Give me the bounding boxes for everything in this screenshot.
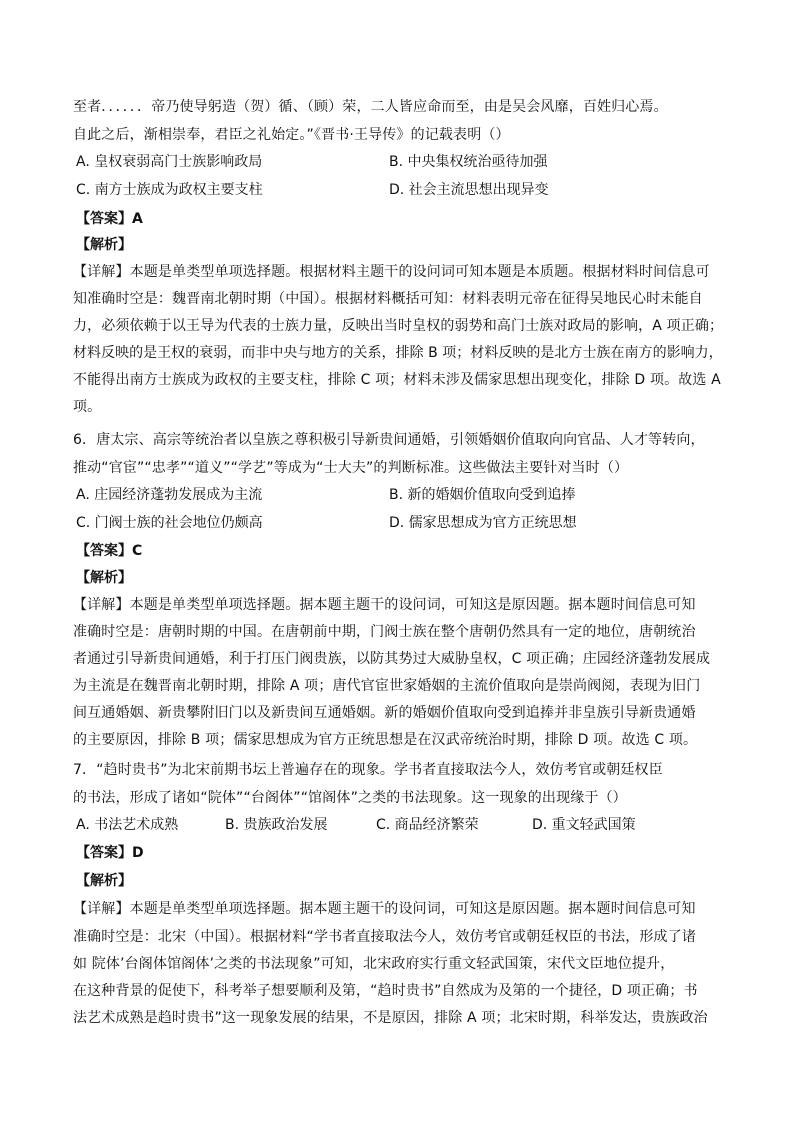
question-6-detail-line: 准确时空是：唐朝时期的中国。在唐朝前中期，门阀士族在整个唐朝仍然具有一定的地位，唐朝统治 (73, 624, 696, 640)
question-5-stem-line: 自此之后，渐相崇奉，君臣之礼始定。”《晋书·王导传》的记载表明（） (73, 127, 510, 143)
question-5-detail-line: 不能得出南方士族成为政权的主要支柱，排除 C 项；材料未涉及儒家思想出现变化，排除 D 项。故选 A (73, 372, 721, 388)
question-7-detail-line: 如 院体’台阁体馆阁体’之类的书法现象”可知，北宋政府实行重文轻武国策，宋代文臣地位提升， (73, 956, 675, 972)
question-5-answer: 【答案】A (76, 211, 143, 227)
question-5-detail-line: 项。 (73, 399, 102, 415)
question-7-option-c: C. 商品经济繁荣 (376, 817, 479, 833)
question-6-detail-line: 为主流是在魏晋南北朝时期，排除 A 项；唐代官宦世家婚姻的主流价值取向是崇尚阀阅，表现为旧门 (73, 678, 701, 694)
question-6-analysis-heading: 【解析】 (76, 570, 132, 586)
question-5-option-a: A. 皇权衰弱高门士族影响政局 (76, 154, 263, 170)
question-7-option-a: A. 书法艺术成熟 (76, 817, 179, 833)
question-7-stem-line: 的书法，形成了诸如“院体”“台阁体”“馆阁体”之类的书法现象。这一现象的出现缘于（） (73, 790, 627, 806)
question-6-detail-line: 的主要原因，排除 B 项；儒家思想成为官方正统思想是在汉武帝统治时期，排除 D 项。故选 C 项。 (73, 732, 698, 748)
question-6-option-c: C. 门阀士族的社会地位仍颇高 (76, 515, 263, 531)
question-7-detail-line: 法艺术成熟是趋时贵书”这一现象发展的结果，不是原因，排除 A 项；北宋时期，科举发达，贵族政治 (73, 1010, 708, 1026)
question-7-option-b: B. 贵族政治发展 (225, 817, 328, 833)
question-5-analysis-heading: 【解析】 (76, 237, 132, 253)
question-6-detail-line: 【详解】本题是单类型单项选择题。据本题主题干的设问词，可知这是原因题。据本题时间信息可知 (73, 597, 696, 613)
question-6-option-b: B. 新的婚姻价值取向受到追捧 (389, 487, 576, 503)
question-5-detail-line: 知准确时空是：魏晋南北朝时期（中国）。根据材料概括可知：材料表明元帝在征得吴地民心时未能自 (73, 291, 703, 307)
question-5-option-d: D. 社会主流思想出现异变 (389, 182, 549, 198)
question-5-option-c: C. 南方士族成为政权主要支柱 (76, 182, 263, 198)
question-5-detail-line: 【详解】本题是单类型单项选择题。根据材料主题干的设问词可知本题是本质题。根据材料时间信息可 (73, 264, 710, 280)
question-6-answer: 【答案】C (76, 543, 143, 559)
question-6-detail-line: 者通过引导新贵间通婚，利于打压门阀贵族，以防其势过大威胁皇权，C 项正确；庄园经济蓬勃发展成 (73, 651, 711, 667)
question-7-answer: 【答案】D (76, 845, 144, 861)
question-7-detail-line: 在这种背景的促使下，科考举子想要顺利及第，“趋时贵书”自然成为及第的一个捷径，D 项正确；书 (73, 983, 698, 999)
question-6-detail-line: 间互通婚姻、新贵攀附旧门以及新贵间互通婚姻。新的婚姻价值取向受到追捧并非皇族引导新贵通婚 (73, 705, 696, 721)
question-7-detail-line: 准确时空是：北宋（中国）。根据材料“学书者直接取法今人，效仿考官或朝廷权臣的书法，形成了诸 (73, 929, 696, 945)
question-7-option-d: D. 重文轻武国策 (532, 817, 636, 833)
question-5-detail-line: 材料反映的是王权的衰弱，而非中央与地方的关系，排除 B 项；材料反映的是北方士族在南方的影响力， (73, 345, 723, 361)
question-5-option-b: B. 中央集权统治亟待加强 (389, 154, 548, 170)
question-6-option-d: D. 儒家思想成为官方正统思想 (389, 515, 577, 531)
question-6-stem-line: 推动“官宦”“忠孝”“道义”“学艺”等成为“士大夫”的判断标准。这些做法主要针对当时（） (73, 460, 629, 476)
question-6-stem-line: 6．唐太宗、高宗等统治者以皇族之尊积极引导新贵间通婚，引领婚姻价值取向向官品、人才等转向， (73, 432, 705, 448)
question-7-stem-line: 7．“趋时贵书”为北宋前期书坛上普遍存在的现象。学书者直接取法今人，效仿考官或朝廷权臣 (73, 762, 663, 778)
question-7-analysis-heading: 【解析】 (76, 873, 132, 889)
question-7-detail-line: 【详解】本题是单类型单项选择题。据本题主题干的设问词，可知这是原因题。据本题时间信息可知 (73, 901, 696, 917)
question-6-option-a: A. 庄园经济蓬勃发展成为主流 (76, 487, 263, 503)
question-5-stem-line: 至者．．．．．．帝乃使导躬造（贺）循、（顾）荣，二人皆应命而至，由是吴会风靡，百姓归心焉。 (73, 99, 668, 115)
question-5-detail-line: 力，必须依赖于以王导为代表的士族力量，反映出当时皇权的弱势和高门士族对政局的影响，A 项正确； (73, 318, 724, 334)
